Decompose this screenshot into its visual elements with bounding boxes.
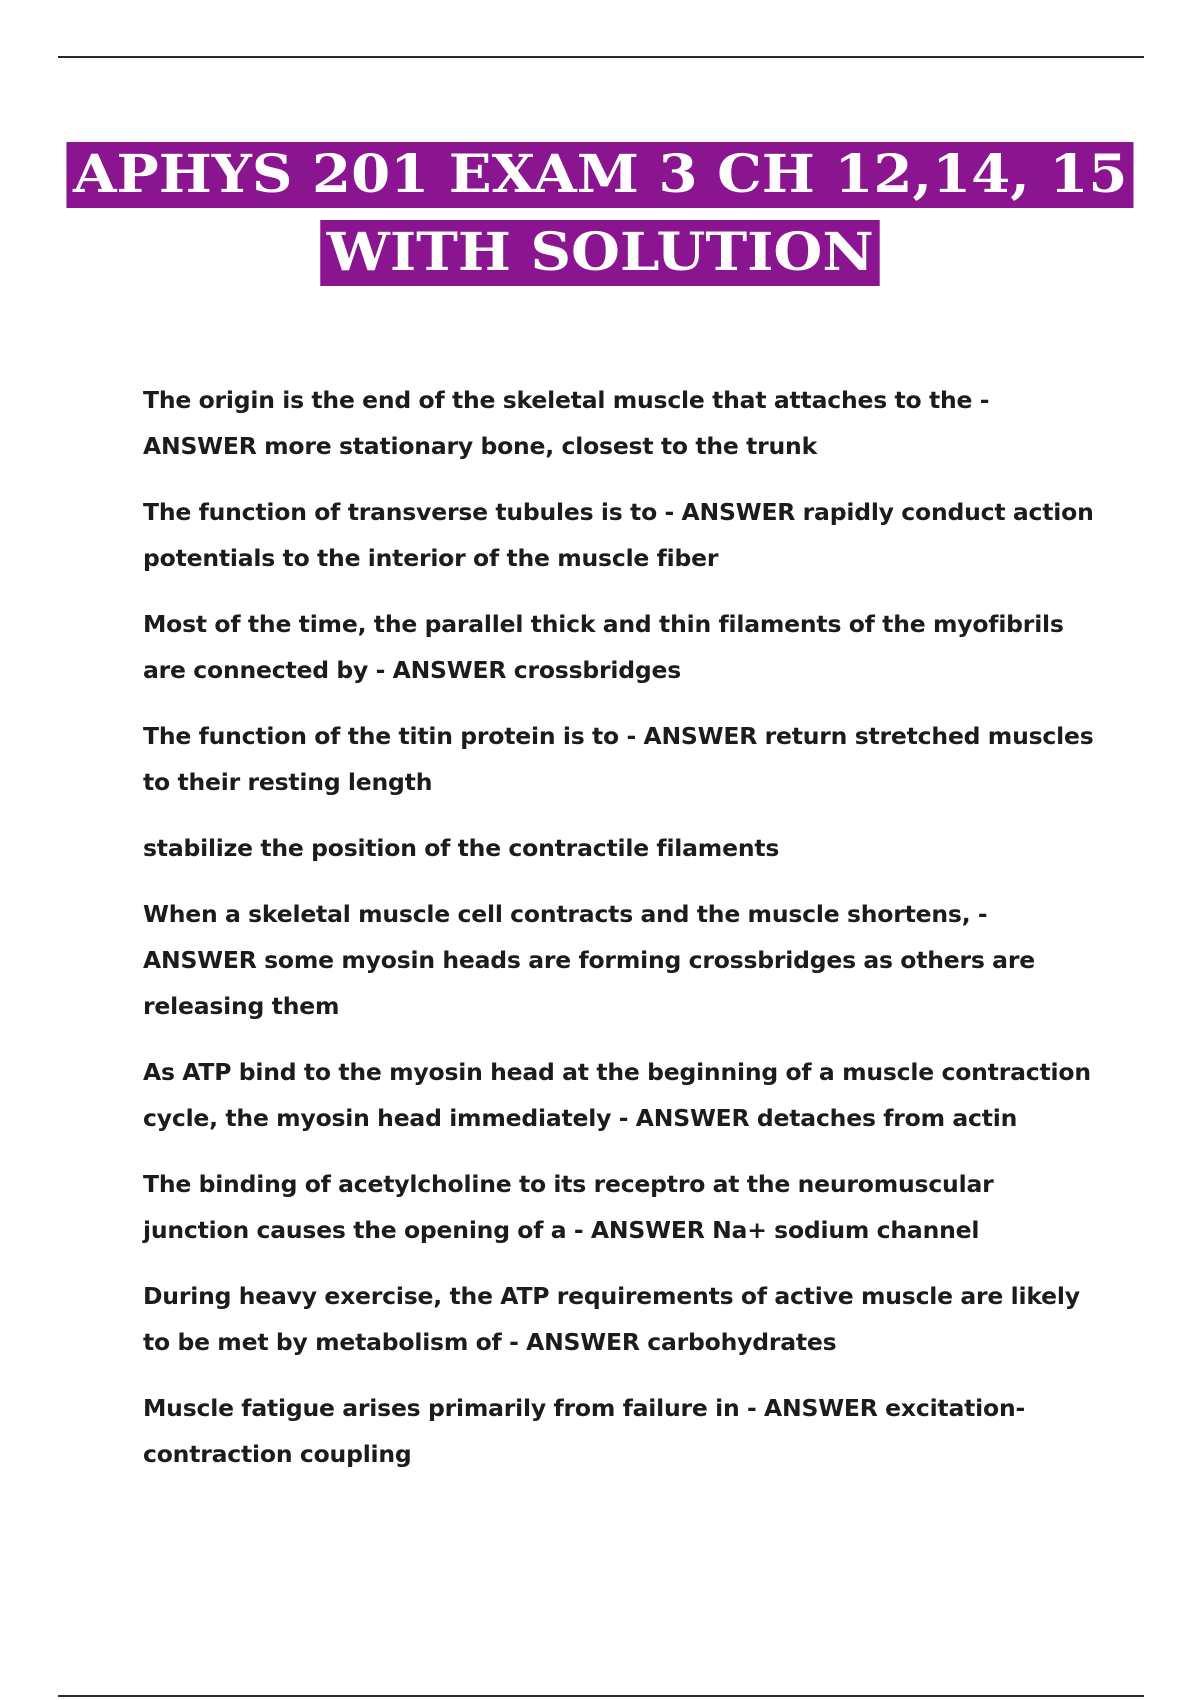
qa-item: During heavy exercise, the ATP requirements of active muscle are likely to be met by metabolism of - ANSWER carbohydrates <box>143 1282 1080 1356</box>
qa-item: stabilize the position of the contractile filaments <box>143 834 780 862</box>
qa-item: The binding of acetylcholine to its receptro at the neuromuscular junction causes the opening of a - ANSWER Na+ sodium channel <box>143 1170 994 1244</box>
qa-item: The function of the titin protein is to - ANSWER return stretched muscles to their resting length <box>143 722 1094 796</box>
title-line-1: APHYS 201 EXAM 3 CH 12,14, 15 <box>66 142 1134 208</box>
qa-item: Most of the time, the parallel thick and thin filaments of the myofibrils are connected by - ANSWER crossbridges <box>143 610 1064 684</box>
document-title <box>0 142 1200 286</box>
qa-item: As ATP bind to the myosin head at the beginning of a muscle contraction cycle, the myosin head immediately - ANSWER detaches from actin <box>143 1058 1091 1132</box>
qa-item: The function of transverse tubules is to - ANSWER rapidly conduct action potentials to the interior of the muscle fiber <box>143 498 1094 572</box>
top-divider <box>58 56 1144 58</box>
title-line-2: WITH SOLUTION <box>320 220 880 286</box>
question-answer-list <box>143 377 1103 1497</box>
qa-item: Muscle fatigue arises primarily from failure in - ANSWER excitation-contraction coupling <box>143 1394 1026 1468</box>
bottom-divider <box>58 1695 1144 1697</box>
qa-item: When a skeletal muscle cell contracts and the muscle shortens, - ANSWER some myosin heads are forming crossbridges as others are releasing them <box>143 900 1035 1020</box>
qa-item: The origin is the end of the skeletal muscle that attaches to the - ANSWER more stationary bone, closest to the trunk <box>143 386 990 460</box>
